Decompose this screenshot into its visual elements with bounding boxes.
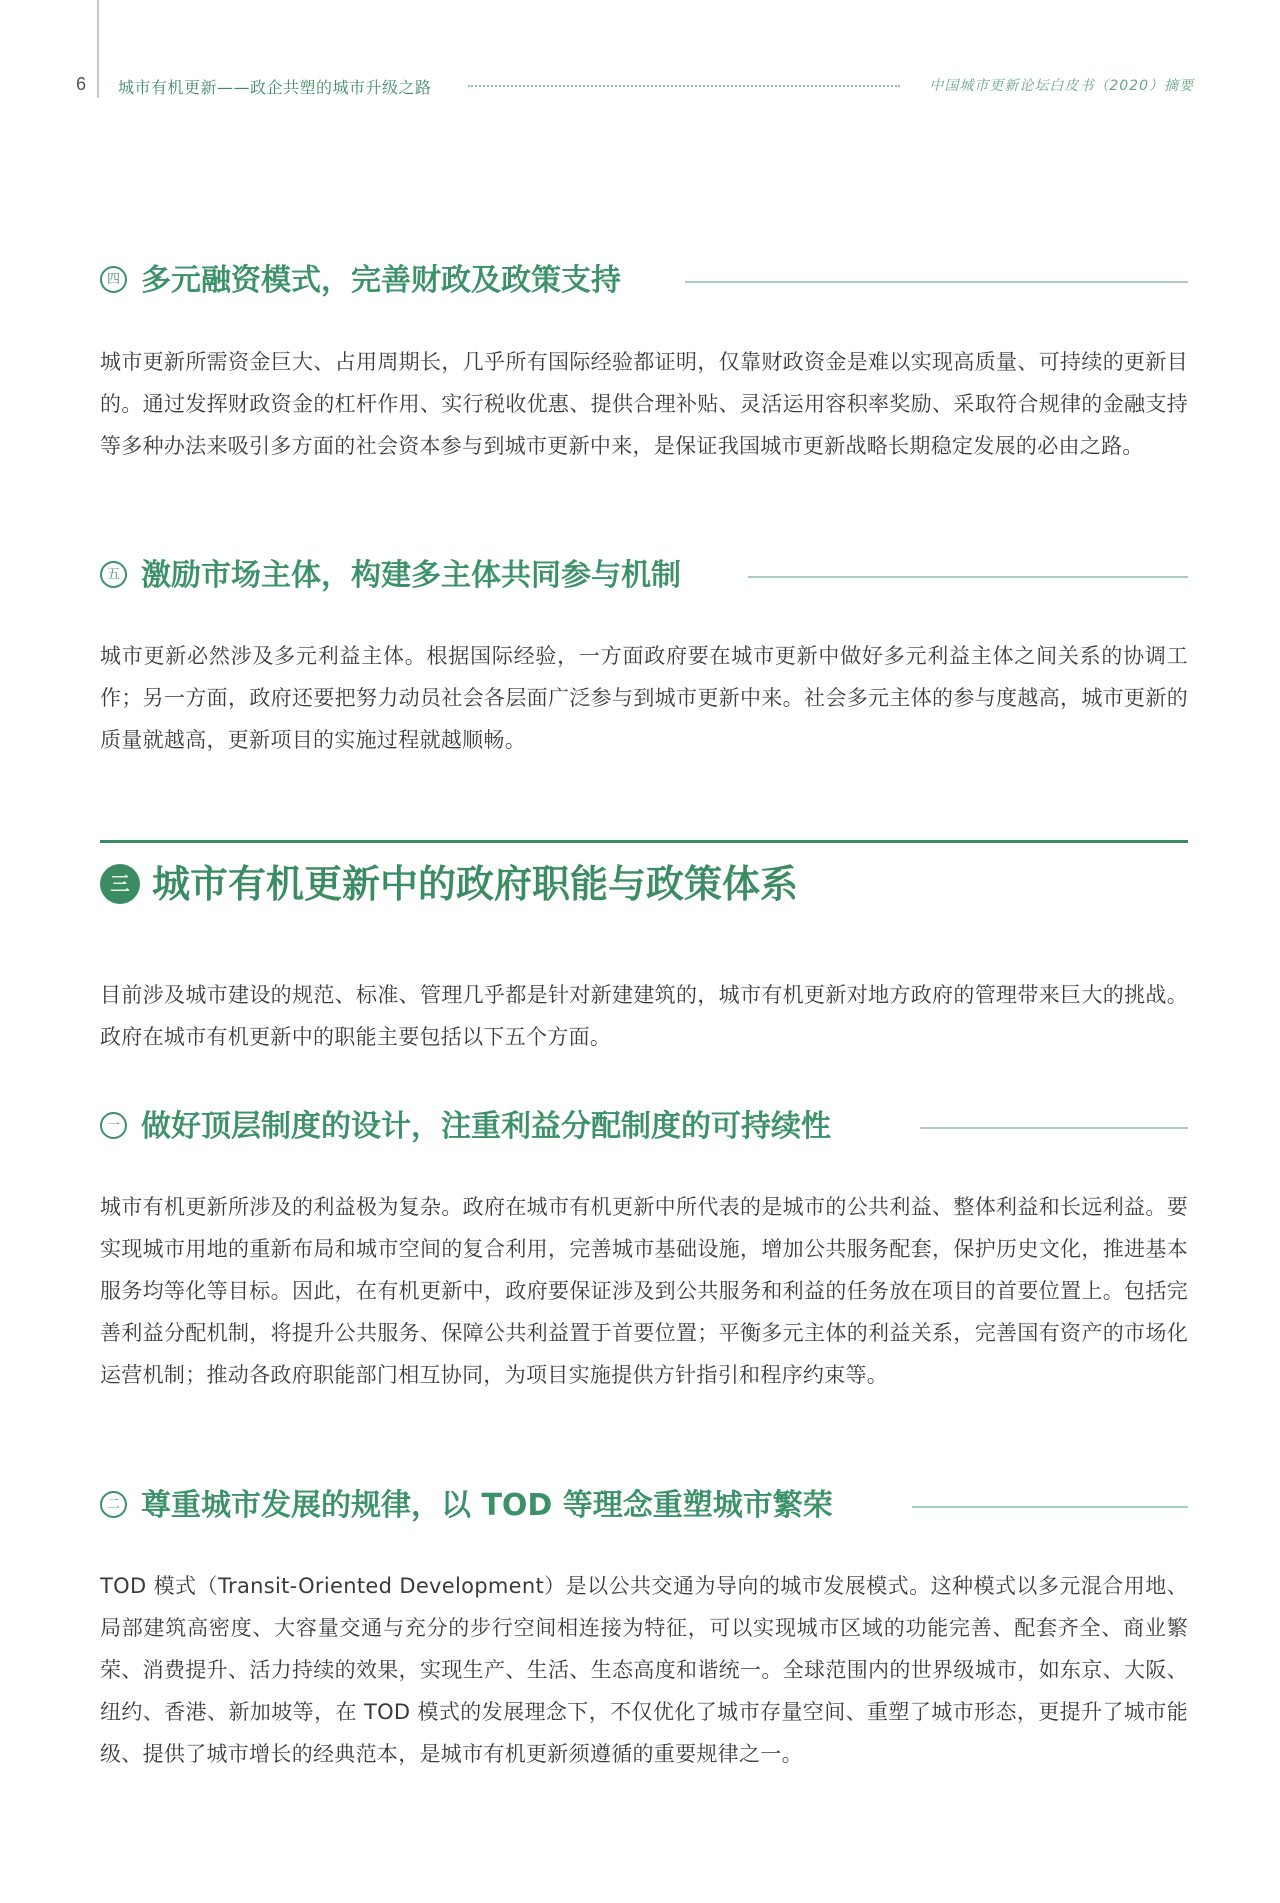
main-section-title: 城市有机更新中的政府职能与政策体系 [152, 862, 799, 906]
main-section-rule [100, 840, 1188, 843]
heading-rule [748, 576, 1188, 578]
section-title: 尊重城市发展的规律，以 TOD 等理念重塑城市繁荣 [141, 1488, 833, 1523]
section-title: 激励市场主体，构建多主体共同参与机制 [141, 558, 681, 593]
publication-title: 中国城市更新论坛白皮书（2020）摘要 [929, 78, 1194, 94]
section-title: 做好顶层制度的设计，注重利益分配制度的可持续性 [141, 1109, 831, 1144]
page-number: 6 [76, 74, 87, 94]
section-number-badge: 五 [100, 561, 127, 588]
subsection-heading-2 [100, 1483, 1188, 1529]
heading-rule [920, 1127, 1188, 1129]
header-divider [97, 0, 99, 98]
running-title: 城市有机更新——政企共塑的城市升级之路 [118, 78, 432, 97]
main-section-heading [100, 860, 1188, 910]
section-number-badge: 一 [100, 1112, 127, 1139]
section-number-badge: 四 [100, 266, 127, 293]
section-number-badge: 二 [100, 1491, 127, 1518]
subsection-heading-1 [100, 1104, 1188, 1150]
subsection-1-paragraph: 城市有机更新所涉及的利益极为复杂。政府在城市有机更新中所代表的是城市的公共利益、整体利益和长远利益。要实现城市用地的重新布局和城市空间的复合利用，完善城市基础设施，增加公共服务配套，保护历史文化，推进基本服务均等化等目标。因此，在有机更新中，政府要保证涉及到公共服务和利益的任务放在项目的首要位置上。包括完善利益分配机制，将提升公共服务、保障公共利益置于首要位置；平衡多元主体的利益关系，完善国有资产的市场化运营机制；推动各政府职能部门相互协同，为项目实施提供方针指引和程序约束等。 [100, 1195, 1188, 1387]
page-header [0, 0, 1280, 110]
subsection-2-paragraph: TOD 模式（Transit-Oriented Development）是以公共交通为导向的城市发展模式。这种模式以多元混合用地、局部建筑高密度、大容量交通与充分的步行空间相连接为特征，可以实现城市区域的功能完善、配套齐全、商业繁荣、消费提升、活力持续的效果，实现生产、生活、生态高度和谐统一。全球范围内的世界级城市，如东京、大阪、纽约、香港、新加坡等，在 TOD 模式的发展理念下，不仅优化了城市存量空间、重塑了城市形态，更提升了城市能级、提供了城市增长的经典范本，是城市有机更新须遵循的重要规律之一。 [100, 1574, 1188, 1766]
section-title: 多元融资模式，完善财政及政策支持 [141, 263, 621, 298]
main-section-paragraph: 目前涉及城市建设的规范、标准、管理几乎都是针对新建建筑的，城市有机更新对地方政府的管理带来巨大的挑战。政府在城市有机更新中的职能主要包括以下五个方面。 [100, 983, 1188, 1049]
section-heading-4 [100, 258, 1188, 304]
main-section-number-badge: 三 [100, 864, 140, 904]
header-dotted-rule [468, 85, 900, 87]
section-heading-5 [100, 553, 1188, 599]
heading-rule [912, 1506, 1188, 1508]
section-5-paragraph: 城市更新必然涉及多元利益主体。根据国际经验，一方面政府要在城市更新中做好多元利益主体之间关系的协调工作；另一方面，政府还要把努力动员社会各层面广泛参与到城市更新中来。社会多元主体的参与度越高，城市更新的质量就越高，更新项目的实施过程就越顺畅。 [100, 644, 1188, 752]
section-4-paragraph: 城市更新所需资金巨大、占用周期长，几乎所有国际经验都证明，仅靠财政资金是难以实现高质量、可持续的更新目的。通过发挥财政资金的杠杆作用、实行税收优惠、提供合理补贴、灵活运用容积率奖励、采取符合规律的金融支持等多种办法来吸引多方面的社会资本参与到城市更新中来，是保证我国城市更新战略长期稳定发展的必由之路。 [100, 350, 1188, 458]
heading-rule [685, 281, 1188, 283]
